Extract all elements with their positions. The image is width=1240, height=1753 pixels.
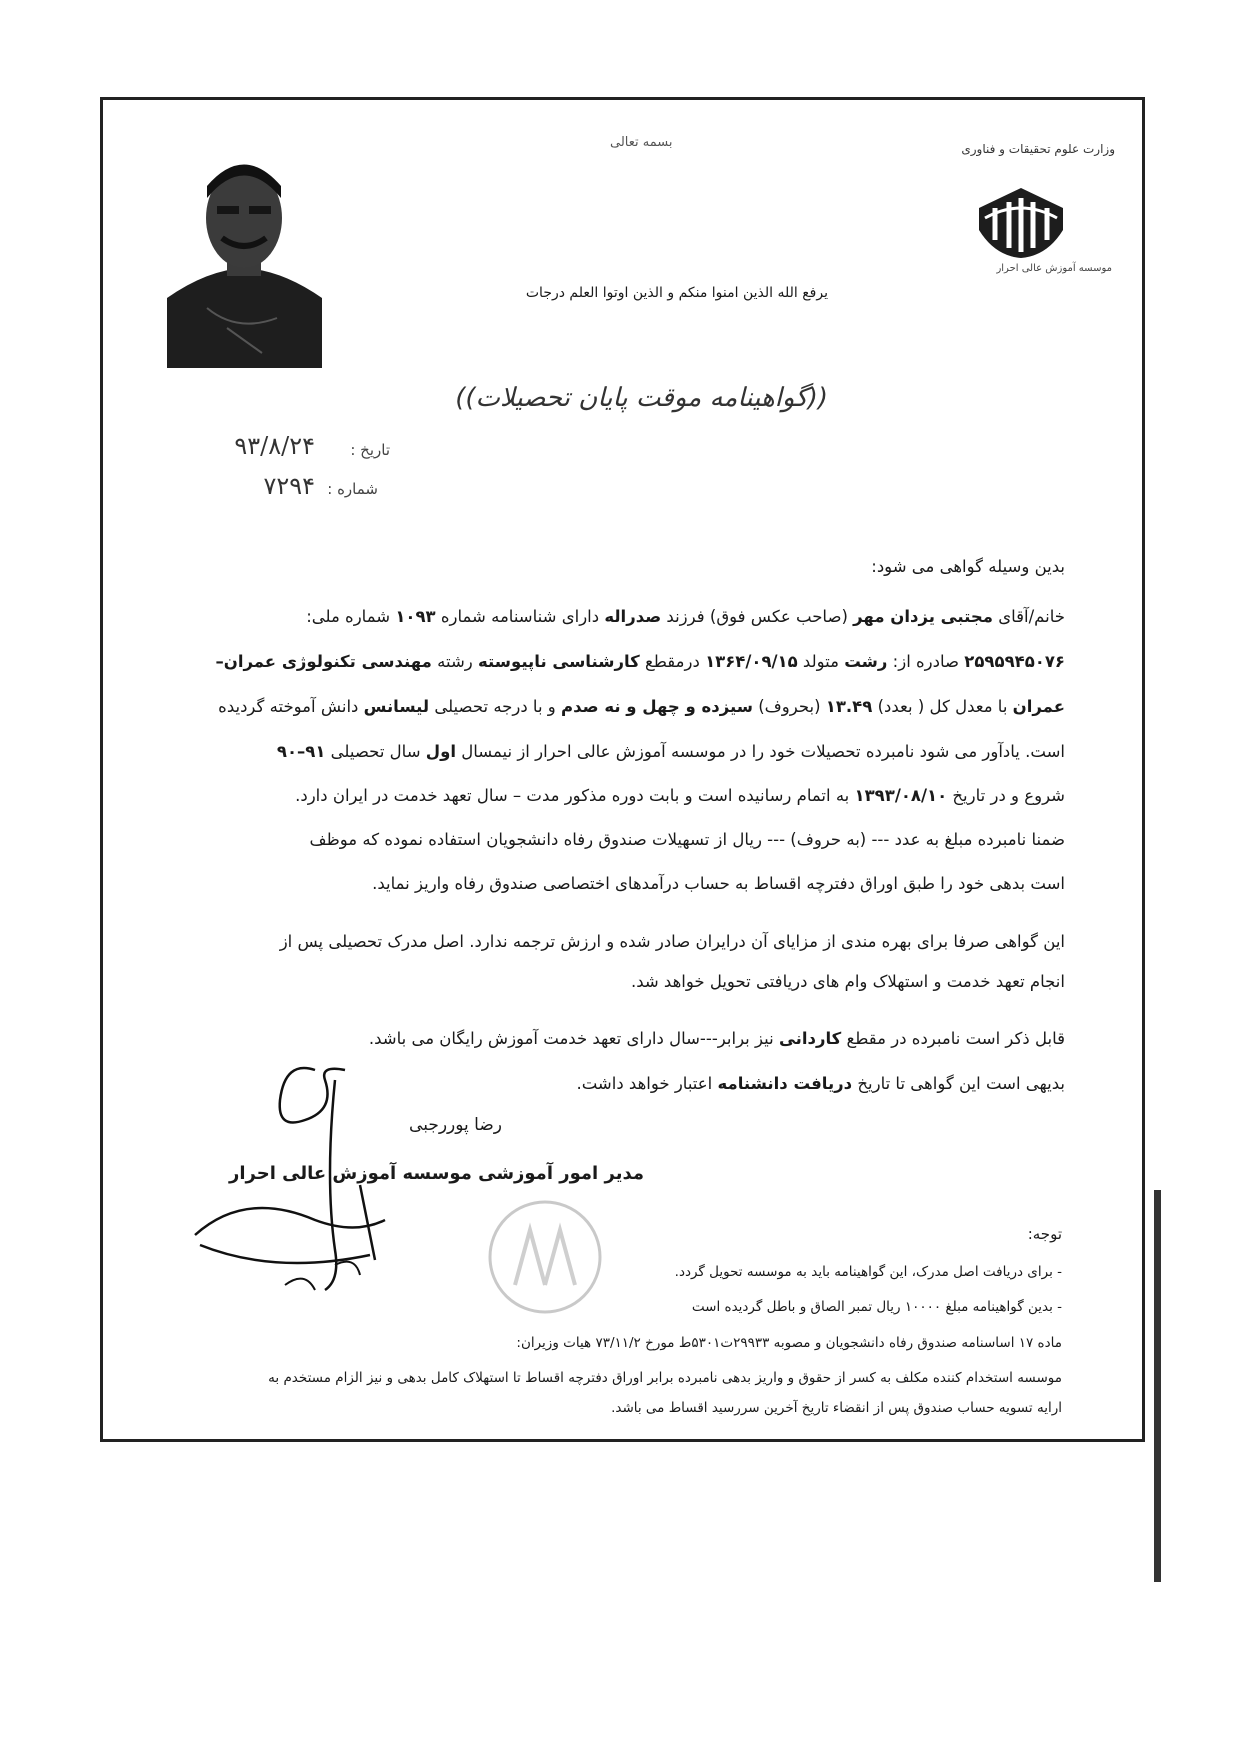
- note-item: - بدین گواهینامه مبلغ ۱۰۰۰۰ ریال تمبر الصاق و باطل گردیده است: [691, 1299, 1062, 1315]
- date-value: ۹۳/۸/۲۴: [234, 432, 315, 460]
- body-line-2: ۲۵۹۵۹۴۵۰۷۶ صادره از: رشت متولد ۱۳۶۴/۰۹/۱۵ درمقطع کارشناسی ناپیوسته رشته مهندسی تکنولوژی عمران–: [215, 652, 1065, 671]
- number-value: ۷۲۹۴: [263, 472, 315, 500]
- validity-period-paragraph: بدیهی است این گواهی تا تاریخ دریافت دانشنامه اعتبار خواهد داشت.: [576, 1074, 1065, 1093]
- ministry-name: وزارت علوم تحقیقات و فناوری: [961, 142, 1115, 156]
- gpa-words: سیزده و چهل و نه صدم: [561, 697, 753, 716]
- father-name: صدراله: [604, 607, 662, 626]
- quranic-verse: یرفع الله الذین امنوا منکم و الذین اوتوا العلم درجات: [525, 285, 828, 301]
- service-obligation-paragraph: قابل ذکر است نامبرده در مقطع کاردانی نیز برابر---سال دارای تعهد خدمت آموزش رایگان می باشد.: [368, 1029, 1065, 1048]
- degree-level: کارشناسی ناپیوسته: [478, 652, 640, 671]
- validity-paragraph-line-1: این گواهی صرفا برای بهره مندی از مزایای آن درایران صادر شده و ارزش ترجمه ندارد. اصل مدرک تحصیلی پس از: [279, 932, 1065, 951]
- field-of-study: مهندسی تکنولوژی عمران–: [215, 652, 432, 671]
- student-name: مجتبی یزدان مهر: [853, 607, 993, 626]
- date-label: تاریخ :: [350, 441, 390, 459]
- start-semester: اول: [425, 742, 456, 761]
- bismillah-heading: بسمه تعالی: [610, 135, 673, 150]
- birth-certificate-number: ۱۰۹۳: [395, 607, 436, 626]
- certificate-intro: بدین وسیله گواهی می شود:: [871, 557, 1065, 576]
- notes-heading: توجه:: [1027, 1225, 1062, 1243]
- note-item: - برای دریافت اصل مدرک، این گواهینامه باید به موسسه تحویل گردد.: [674, 1264, 1062, 1280]
- start-academic-year: ۹۱–۹۰: [276, 742, 326, 761]
- body-line-6: ضمنا نامبرده مبلغ به عدد --- (به حروف) --- ریال از تسهیلات صندوق رفاه دانشجویان استفاده نموده که موظف: [309, 830, 1065, 849]
- note-item: موسسه استخدام کننده مکلف به کسر از حقوق و واریز بدهی نامبرده برابر اوراق دفترچه اقساط تا استهلاک کامل بدهی و نیز الزام مستخدم به: [268, 1370, 1062, 1386]
- birth-date: ۱۳۶۴/۰۹/۱۵: [705, 652, 798, 671]
- signatory-name: رضا پوررجبی: [409, 1115, 502, 1135]
- body-line-1: خانم/آقای مجتبی یزدان مهر (صاحب عکس فوق) فرزند صدراله دارای شناسنامه شماره ۱۰۹۳ شماره ملی:: [306, 607, 1065, 626]
- institute-stamp-icon: [470, 1195, 620, 1320]
- validity-paragraph-line-2: انجام تعهد خدمت و استهلاک وام های دریافتی تحویل خواهد شد.: [630, 972, 1065, 991]
- issue-place: رشت: [844, 652, 888, 671]
- note-item: ماده ۱۷ اساسنامه صندوق رفاه دانشجویان و مصوبه ۲۹۹۳۳ت۵۳۰۱ط مورخ ۷۳/۱۱/۲ هیات وزیران:: [516, 1335, 1062, 1351]
- scan-edge-bar: [1154, 1190, 1161, 1582]
- student-photo: [167, 158, 322, 368]
- number-label: شماره :: [327, 480, 378, 498]
- graduation-date: ۱۳۹۳/۰۸/۱۰: [854, 786, 948, 805]
- body-line-5: شروع و در تاریخ ۱۳۹۳/۰۸/۱۰ به اتمام رسانیده است و بابت دوره مذکور مدت – سال تعهد خدمت در ایران دارد.: [295, 786, 1065, 805]
- degree-title: لیسانس: [363, 697, 430, 716]
- body-line-3: عمران با معدل کل ( بعدد) ۱۳.۴۹ (بحروف) سیزده و چهل و نه صدم و با درجه تحصیلی لیسانس دانش آموخته گردیده: [218, 697, 1065, 716]
- national-id: ۲۵۹۵۹۴۵۰۷۶: [964, 652, 1065, 671]
- signatory-title: مدیر امور آموزشی موسسه آموزش عالی احرار: [229, 1163, 644, 1184]
- body-line-4: است. یادآور می شود نامبرده تحصیلات خود را در موسسه آموزش عالی احرار از نیمسال اول سال تحصیلی ۹۱–۹۰: [276, 742, 1065, 761]
- body-line-7: است بدهی خود را طبق اوراق دفترچه اقساط به حساب درآمدهای اختصاصی صندوق رفاه واریز نماید.: [372, 874, 1065, 893]
- note-item: ارایه تسویه حساب صندوق پس از انقضاء تاریخ آخرین سررسید اقساط می باشد.: [611, 1400, 1062, 1416]
- gpa-number: ۱۳.۴۹: [825, 697, 873, 716]
- logo-caption: موسسه آموزش عالی احرار: [996, 263, 1112, 274]
- certificate-title: ((گواهینامه موقت پایان تحصیلات)): [455, 383, 828, 413]
